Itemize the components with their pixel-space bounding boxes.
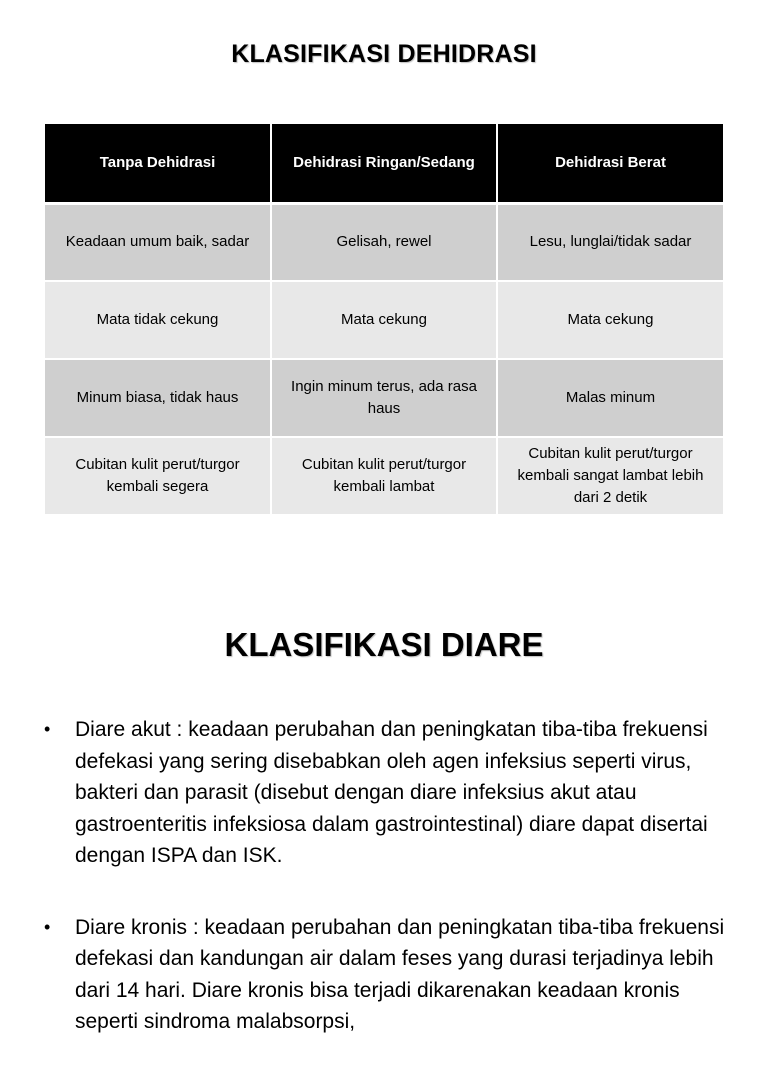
bullet-icon: • (44, 719, 51, 739)
bullet-text-diare-kronis: Diare kronis : keadaan perubahan dan peningkatan tiba-tiba frekuensi defekasi dan kandungan air dalam feses yang durasi terjadinya lebih dari 14 hari. Diare kronis bisa terjadi dikarenakan keadaan kronis seperti sindroma malabsorpsi, (75, 915, 725, 1033)
bullet-text-diare-akut: Diare akut : keadaan perubahan dan peningkatan tiba-tiba frekuensi defekasi yang sering disebabkan oleh agen infeksius seperti virus, bakteri dan parasit (disebut dengan diare infeksius akut atau gastroenteritis infeksiosa dalam gastrointestinal) diare dapat disertai dengan ISPA dan ISK. (75, 718, 708, 867)
list-item (44, 714, 734, 872)
table-cell: Mata tidak cekung (45, 281, 271, 359)
header-dehidrasi-berat: Dehidrasi Berat (497, 124, 723, 203)
table-cell: Lesu, lunglai/tidak sadar (497, 203, 723, 281)
table-cell: Mata cekung (271, 281, 497, 359)
table-cell: Gelisah, rewel (271, 203, 497, 281)
table-row (45, 203, 723, 281)
table-header-row (45, 124, 723, 203)
header-tanpa-dehidrasi: Tanpa Dehidrasi (45, 124, 271, 203)
list-item (44, 912, 734, 1038)
table-cell: Malas minum (497, 359, 723, 437)
dehidrasi-table-container (45, 124, 723, 516)
table-cell: Minum biasa, tidak haus (45, 359, 271, 437)
bullet-list (44, 714, 734, 1078)
header-dehidrasi-ringan-sedang: Dehidrasi Ringan/Sedang (271, 124, 497, 203)
table-row (45, 281, 723, 359)
table-row (45, 437, 723, 515)
table-cell: Cubitan kulit perut/turgor kembali lambat (271, 437, 497, 515)
table-cell: Keadaan umum baik, sadar (45, 203, 271, 281)
table-cell: Ingin minum terus, ada rasa haus (271, 359, 497, 437)
bullet-icon: • (44, 916, 51, 937)
table-cell: Cubitan kulit perut/turgor kembali sangat lambat lebih dari 2 detik (497, 437, 723, 515)
slide-title-dehidrasi: KLASIFIKASI DEHIDRASI (231, 40, 537, 68)
slide-title-diare: KLASIFIKASI DIARE (224, 626, 544, 663)
table-cell: Mata cekung (497, 281, 723, 359)
table-row (45, 359, 723, 437)
dehidrasi-table (45, 124, 723, 516)
table-cell: Cubitan kulit perut/turgor kembali segera (45, 437, 271, 515)
